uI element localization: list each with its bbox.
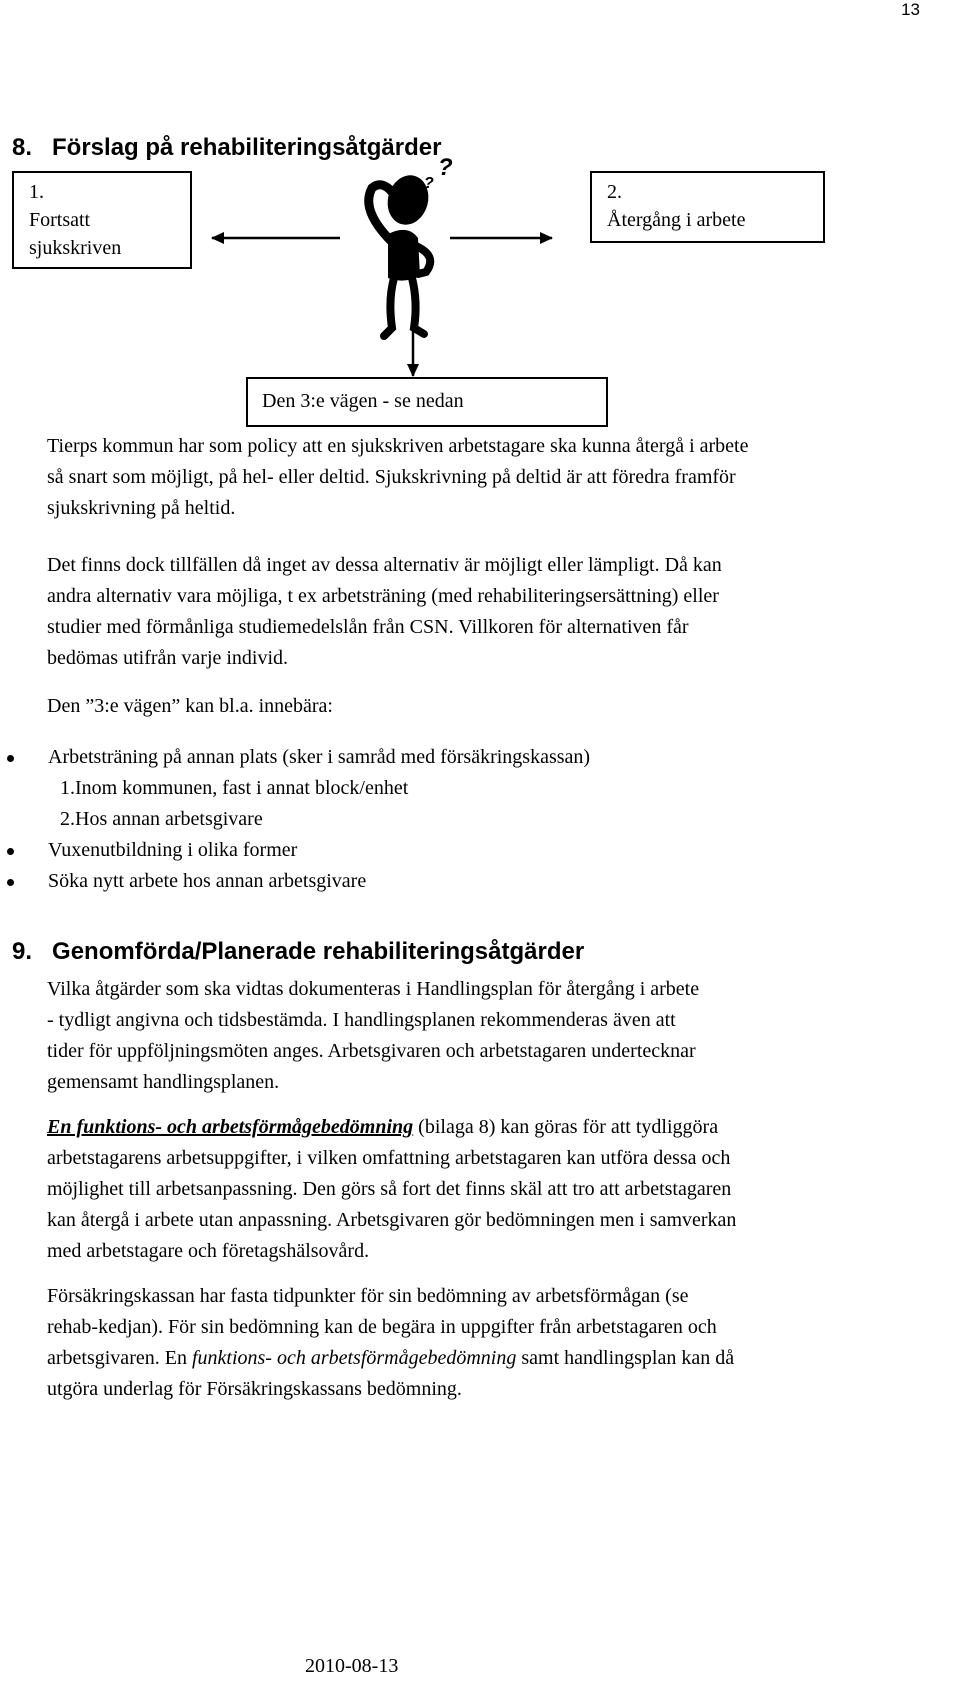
- bullet-icon: [7, 848, 14, 855]
- text-line: arbetstagarens arbetsuppgifter, i vilken omfattning arbetstagaren kan utföra dessa och: [47, 1147, 731, 1169]
- option-1-line2: sjukskriven: [29, 237, 122, 259]
- text-line: kan återgå i arbete utan anpassning. Arbetsgivaren gör bedömningen men i samverkan: [47, 1209, 737, 1231]
- thinking-person-icon: [369, 154, 453, 336]
- text-line: rehab-kedjan). För sin bedömning kan de begära in uppgifter från arbetstagaren och: [47, 1316, 717, 1338]
- section-8-paragraph-1: [47, 431, 947, 524]
- text-line: utgöra underlag för Försäkringskassans bedömning.: [47, 1378, 462, 1400]
- text-line: bedömas utifrån varje individ.: [47, 647, 289, 669]
- section-8-paragraph-2: [47, 550, 947, 674]
- text-line: med arbetstagare och företagshälsovård.: [47, 1240, 370, 1262]
- page-number: 13: [901, 0, 920, 19]
- list-item-text: Söka nytt arbete hos annan arbetsgivare: [48, 870, 367, 892]
- text-fragment: arbetsgivaren. En: [47, 1347, 192, 1369]
- text-line: Det finns dock tillfällen då inget av dessa alternativ är möjligt eller lämpligt. Då kan: [47, 554, 722, 576]
- text-fragment: (bilaga 8) kan göras för att tydliggöra: [413, 1116, 719, 1138]
- sub-list-item: 2.Hos annan arbetsgivare: [60, 808, 263, 830]
- option-3-label: Den 3:e vägen - se nedan: [262, 390, 464, 412]
- footer-date: 2010-08-13: [305, 1655, 399, 1677]
- text-line: andra alternativ vara möjliga, t ex arbetsträning (med rehabiliteringsersättning) eller: [47, 585, 719, 607]
- option-1-number: 1.: [29, 181, 44, 203]
- emphasized-term: En funktions- och arbetsförmågebedömning: [47, 1116, 414, 1138]
- option-2-line1: Återgång i arbete: [607, 209, 746, 231]
- text-line: möjlighet till arbetsanpassning. Den görs så fort det finns skäl att tro att arbetstagaren: [47, 1178, 732, 1200]
- option-2-number: 2.: [607, 181, 622, 203]
- text-fragment: samt handlingsplan kan då: [516, 1347, 735, 1369]
- section-9-paragraph-3: [47, 1281, 947, 1405]
- text-line: Den ”3:e vägen” kan bl.a. innebära:: [47, 695, 333, 717]
- section-9-paragraph-2: [47, 1112, 947, 1267]
- bullet-icon: [7, 755, 14, 762]
- section-9-paragraph-1: [47, 974, 947, 1098]
- list-item: [5, 835, 590, 866]
- section-9-heading: 9. Genomförda/Planerade rehabiliteringsåtgärder: [12, 938, 585, 965]
- section-8-heading: 8. Förslag på rehabiliteringsåtgärder: [12, 134, 442, 161]
- text-line: - tydligt angivna och tidsbestämda. I handlingsplanen rekommenderas även att: [47, 1009, 676, 1031]
- text-line: så snart som möjligt, på hel- eller deltid. Sjukskrivning på deltid är att föredra framför: [47, 466, 736, 488]
- sub-list-item: 1.Inom kommunen, fast i annat block/enhet: [60, 777, 409, 799]
- third-way-list: [5, 742, 590, 897]
- text-line: [47, 1343, 947, 1374]
- bullet-icon: [7, 879, 14, 886]
- option-1-line1: Fortsatt: [29, 209, 91, 231]
- text-line: sjukskrivning på heltid.: [47, 497, 236, 519]
- decision-diagram: [0, 150, 960, 390]
- text-line: Vilka åtgärder som ska vidtas dokumenteras i Handlingsplan för återgång i arbete: [47, 978, 700, 1000]
- text-line: Försäkringskassan har fasta tidpunkter för sin bedömning av arbetsförmågan (se: [47, 1285, 689, 1307]
- text-line: tider för uppföljningsmöten anges. Arbetsgivaren och arbetstagaren undertecknar: [47, 1040, 696, 1062]
- text-line: studier med förmånliga studiemedelslån från CSN. Villkoren för alternativen får: [47, 616, 689, 638]
- list-item-text: Vuxenutbildning i olika former: [48, 839, 298, 861]
- svg-text:?: ?: [438, 154, 453, 181]
- italic-term: funktions- och arbetsförmågebedömning: [191, 1347, 517, 1369]
- svg-text:?: ?: [424, 175, 434, 192]
- list-item: [5, 866, 590, 897]
- list-item: [5, 742, 590, 773]
- third-way-intro: [47, 691, 947, 722]
- text-line: Tierps kommun har som policy att en sjukskriven arbetstagare ska kunna återgå i arbete: [47, 435, 749, 457]
- list-item-text: Arbetsträning på annan plats (sker i samråd med försäkringskassan): [48, 746, 591, 768]
- text-line: [47, 1112, 947, 1143]
- text-line: gemensamt handlingsplanen.: [47, 1071, 280, 1093]
